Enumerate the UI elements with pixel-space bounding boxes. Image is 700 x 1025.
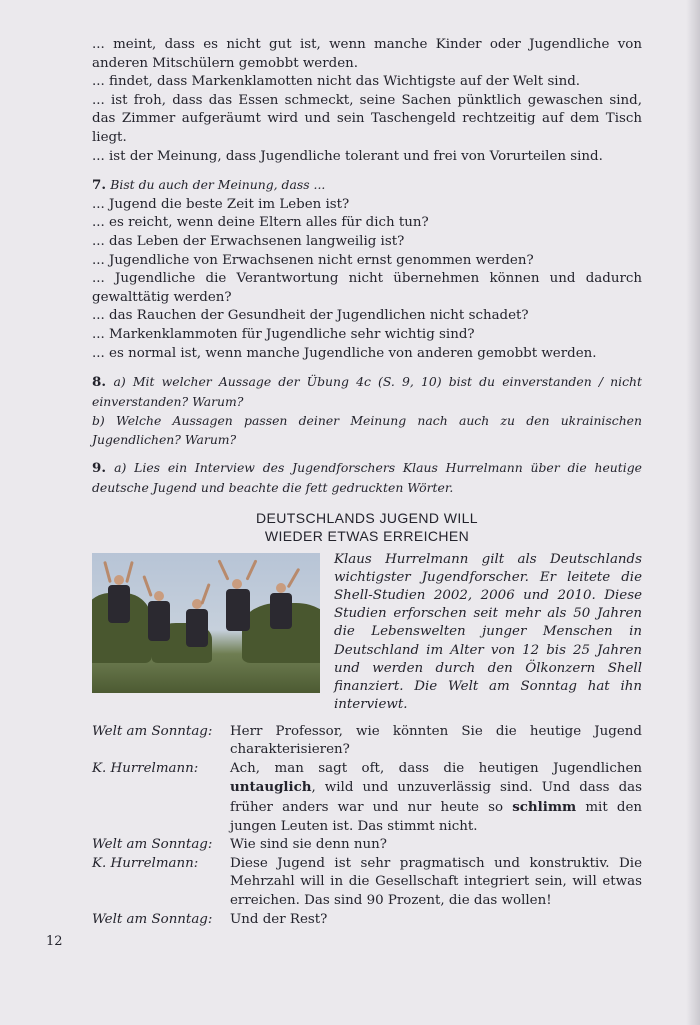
speaker-name: Welt am Sonntag: (92, 911, 213, 927)
speaker-name: Welt am Sonntag: (92, 723, 213, 739)
question-item: ... das Leben der Erwachsenen langweilig ist? (92, 233, 405, 249)
dialog-row (92, 911, 642, 930)
dialog-row (92, 836, 642, 855)
page-edge-shadow (686, 0, 700, 1025)
speaker-name: K. Hurrelmann: (92, 760, 199, 776)
speech-text: Und der Rest? (230, 911, 328, 927)
jumping-youth-photo (92, 553, 320, 693)
speech-text: Diese Jugend ist sehr pragmatisch und konstruktiv. Die Mehrzahl will in die Gesellschaft integriert sein, will etwas erreichen. Das sind 90 Prozent, die das wollen! (230, 855, 642, 908)
question-item: ... Jugendliche von Erwachsenen nicht ernst genommen werden? (92, 252, 534, 268)
task-9-text (92, 459, 642, 498)
task-9 (92, 459, 642, 498)
task-instruction: a) Mit welcher Aussage der Übung 4c (S. 9, 10) bist du einverstanden / nicht einverstanden? Warum? (92, 374, 642, 409)
bold-word-untauglich: untauglich (230, 779, 312, 796)
statement-item: ... meint, dass es nicht gut ist, wenn manche Kinder oder Jugendliche von anderen Mitschülern gemobbt werden. (92, 37, 642, 71)
speech-part: , wild und unzuverlässig sind. Und dass das früher anders war und nur heute so (230, 780, 642, 816)
speech-text (230, 760, 642, 836)
bold-word-schlimm: schlimm (512, 799, 577, 816)
statement-item: ... ist froh, dass das Essen schmeckt, seine Sachen pünktlich gewaschen sind, das Zimmer aufgeräumt wird und sein Taschengeld rechtzeitig auf dem Tisch liegt. (92, 92, 642, 145)
speech-text: Herr Professor, wie könnten Sie die heutige Jugend charakterisieren? (230, 723, 642, 758)
interview-dialog (92, 723, 642, 930)
statements-list (92, 36, 642, 166)
task-7-heading (92, 176, 642, 196)
dialog-row (92, 760, 642, 836)
question-item: ... Markenklammoten für Jugendliche sehr wichtig sind? (92, 326, 475, 342)
speaker-name: K. Hurrelmann: (92, 855, 199, 871)
task-7 (92, 176, 642, 363)
question-item: ... Jugendliche die Verantwortung nicht übernehmen können und dadurch gewalttätig werden? (92, 271, 642, 305)
statement-item: ... findet, dass Markenklamotten nicht das Wichtigste auf der Welt sind. (92, 74, 581, 90)
article-intro: Klaus Hurrelmann gilt als Deutschlands wichtigster Jugendforscher. Er leitete die Shell-Studien 2002, 2006 und 2010. Diese Studien erforschen seit mehr als 50 Jahren die Lebenswelten junger Menschen in Deutschland im Alter von 12 bis 25 Jahren und werden durch den Ölkonzern Shell finanziert. Die Welt am Sonntag hat ihn interviewt. (334, 551, 642, 713)
question-item: ... Jugend die beste Zeit im Leben ist? (92, 196, 350, 212)
question-item: ... es reicht, wenn deine Eltern alles für dich tun? (92, 215, 429, 231)
article-headline (92, 509, 642, 545)
dialog-row (92, 855, 642, 911)
headline-line-2: WIEDER ETWAS ERREICHEN (264, 527, 470, 544)
page-content (92, 36, 642, 929)
task-8 (92, 373, 642, 449)
task-instruction: Bist du auch der Meinung, dass ... (110, 177, 326, 193)
task-number: 7. (92, 177, 106, 194)
page-number: 12 (46, 934, 63, 949)
headline-line-1: DEUTSCHLANDS JUGEND WILL (256, 509, 478, 526)
task-number: 8. (92, 374, 106, 391)
question-item: ... das Rauchen der Gesundheit der Jugendlichen nicht schadet? (92, 308, 529, 324)
article-intro-block (92, 551, 642, 721)
task-instruction: a) Lies ein Interview des Jugendforschers Klaus Hurrelmann über die heutige deutsche Jugend und beachte die fett gedruckten Wörter. (92, 460, 642, 496)
task-number: 9. (92, 460, 106, 477)
speech-part: Ach, man sagt oft, dass die heutigen Jugendlichen (230, 760, 642, 776)
task-8-part-a (92, 373, 642, 412)
question-item: ... es normal ist, wenn manche Jugendliche von anderen gemobbt werden. (92, 345, 597, 361)
speaker-name: Welt am Sonntag: (92, 837, 213, 853)
dialog-row (92, 723, 642, 760)
speech-text: Wie sind sie denn nun? (230, 837, 387, 853)
statement-item: ... ist der Meinung, dass Jugendliche tolerant und frei von Vorurteilen sind. (92, 148, 603, 164)
task-8-part-b: b) Welche Aussagen passen deiner Meinung nach auch zu den ukrainischen Jugendlichen? Warum? (92, 413, 642, 447)
speech-part: mit den jungen Leuten ist. Das stimmt nicht. (230, 800, 642, 834)
